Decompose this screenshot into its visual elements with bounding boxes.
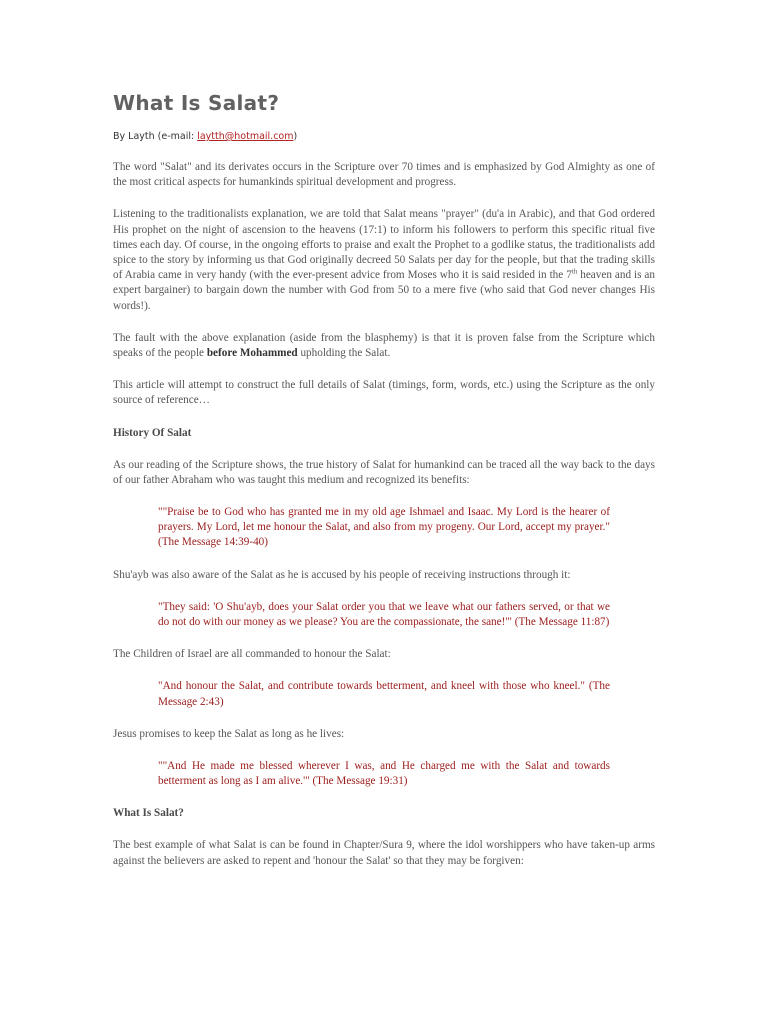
quote-shuayb: "They said: 'O Shu'ayb, does your Salat order you that we leave what our fathers served, or that we do not do with our money as we please? You are the compassionate, the sane!'" (The Message 11:87) — [158, 600, 610, 629]
paragraph-traditionalists-part1: Listening to the traditionalists explanation, we are told that Salat means "prayer" (du'a in Arabic), and that God ordered His prophet on the night of ascension to the heavens (17:1) to inform his followers to perform this specific ritual five times each day. Of course, in the ongoing efforts to praise and exalt the Prophet to a godlike status, the traditionalists add spice to the story by informing us that God originally decreed 50 Salats per day for the people, but that the trading skills of Arabia came in very handy (with the ever-present advice from Moses who it is said resided in the 7 — [113, 208, 655, 282]
paragraph-traditionalists — [113, 207, 655, 313]
article-body — [113, 88, 655, 869]
byline-prefix: By Layth (e-mail: — [113, 131, 198, 142]
paragraph-jesus: Jesus promises to keep the Salat as long as he lives: — [113, 727, 345, 740]
paragraph-shuayb: Shu'ayb was also aware of the Salat as he is accused by his people of receiving instructions through it: — [113, 568, 571, 581]
paragraph-purpose: This article will attempt to construct the full details of Salat (timings, form, words, etc.) using the Scripture as the only source of reference… — [113, 379, 655, 407]
paragraph-fault — [113, 331, 655, 361]
paragraph-sura9: The best example of what Salat is can be found in Chapter/Sura 9, where the idol worshippers who have taken-up arms against the believers are asked to repent and 'honour the Salat' so that they may be forgiven: — [113, 839, 655, 867]
article-title: What Is Salat? — [113, 91, 280, 115]
emphasis-before-mohammed: before Mohammed — [206, 347, 298, 360]
paragraph-traditionalists-part2: heaven and is an expert bargainer) to bargain down the number with God from 50 to a mere five (who said that God never changes His words!). — [113, 269, 655, 312]
paragraph-intro: The word "Salat" and its derivates occurs in the Scripture over 70 times and is emphasized by God Almighty as one of the most critical aspects for humankinds spiritual development and progress. — [113, 161, 655, 189]
byline-suffix: ) — [293, 131, 298, 142]
paragraph-fault-part1: The fault with the above explanation (aside from the blasphemy) is that it is proven false from the Scripture which speaks of the people — [113, 331, 655, 360]
author-email-link[interactable]: laytth@hotmail.com — [197, 131, 294, 142]
quote-israel: "And honour the Salat, and contribute towards betterment, and kneel with those who kneel." (The Message 2:43) — [158, 680, 610, 708]
quote-abraham: ""Praise be to God who has granted me in my old age Ishmael and Isaac. My Lord is the hearer of prayers. My Lord, let me honour the Salat, and also from my progeny. Our Lord, accept my prayer." (The Message 14:39-40) — [158, 506, 610, 549]
section-heading-history: History Of Salat — [113, 426, 192, 439]
byline — [113, 130, 655, 143]
paragraph-israel: The Children of Israel are all commanded to honour the Salat: — [113, 648, 391, 661]
paragraph-abraham: As our reading of the Scripture shows, the true history of Salat for humankind can be traced all the way back to the days of our father Abraham who was taught this medium and recognized its benefits: — [113, 458, 655, 486]
section-heading-what-is-salat: What Is Salat? — [113, 807, 184, 820]
quote-jesus: ""And He made me blessed wherever I was, and He charged me with the Salat and towards betterment as long as I am alive.'" (The Message 19:31) — [158, 760, 610, 788]
superscript-th: th — [571, 267, 578, 276]
paragraph-fault-part2: upholding the Salat. — [297, 347, 391, 360]
